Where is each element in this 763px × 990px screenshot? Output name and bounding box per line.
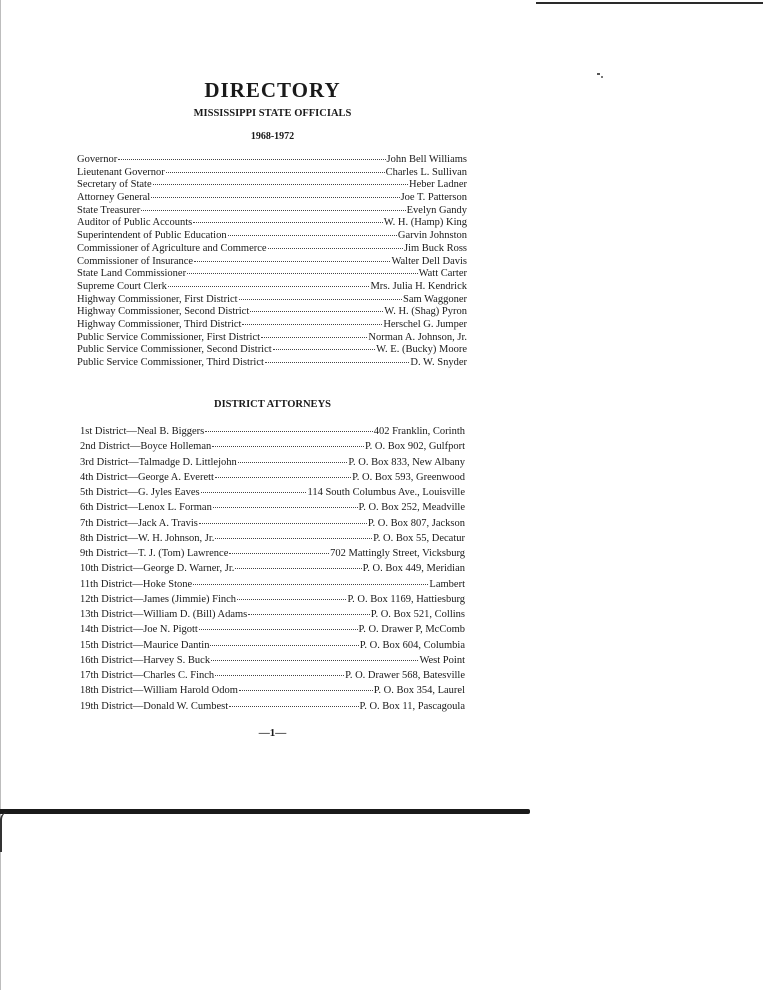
district-attorney-entry (80, 455, 465, 470)
official-entry-label: Attorney General (77, 192, 151, 204)
dot-leader (141, 210, 405, 211)
district-attorney-entry-value: P. O. Box 11, Pascagoula (359, 700, 465, 712)
district-attorney-entry-value: Lambert (429, 578, 465, 590)
district-attorney-entry (80, 622, 465, 637)
dot-leader (168, 286, 370, 287)
official-entry (77, 306, 467, 319)
official-entry-label: Highway Commissioner, Second District (77, 306, 250, 318)
scan-speck (597, 73, 600, 75)
dot-leader (211, 660, 418, 661)
official-entry-label: Supreme Court Clerk (77, 280, 167, 292)
district-attorney-entry-label: 17th District—Charles C. Finch (80, 670, 215, 681)
dot-leader (212, 446, 364, 447)
official-entry (77, 319, 467, 332)
dot-leader (151, 197, 399, 198)
dot-leader (118, 159, 385, 160)
district-attorney-entry-value: P. O. Box 449, Meridian (362, 563, 465, 575)
official-entry-label: Public Service Commissioner, Second District (77, 344, 272, 356)
district-attorney-entry-value: P. O. Box 521, Collins (370, 609, 465, 620)
official-entry (77, 281, 467, 294)
official-entry (77, 357, 467, 370)
dot-leader (205, 431, 372, 432)
district-attorney-entry-value: P. O. Box 902, Gulfport (364, 441, 465, 453)
dot-leader (194, 261, 390, 262)
dot-leader (238, 462, 348, 463)
official-entry-label: State Land Commissioner (77, 268, 187, 280)
district-attorneys-list (80, 424, 465, 714)
official-entry-label: Secretary of State (77, 179, 152, 191)
official-entry-value: Charles L. Sullivan (385, 166, 467, 178)
official-entry-value: D. W. Snyder (410, 357, 467, 368)
district-attorney-entry-value: P. O. Drawer P, McComb (358, 624, 465, 636)
dot-leader (193, 584, 428, 585)
dot-leader (229, 553, 329, 554)
district-attorney-entry (80, 470, 465, 485)
dot-leader (199, 523, 367, 524)
official-entry-label: Highway Commissioner, Third District (77, 318, 242, 330)
district-attorney-entry (80, 500, 465, 515)
official-entry (77, 256, 467, 269)
district-attorney-entry-label: 11th District—Hoke Stone (80, 578, 193, 590)
district-attorney-entry-value: P. O. Drawer 568, Batesville (345, 670, 465, 681)
official-entry-value: Mrs. Julia H. Kendrick (370, 280, 467, 292)
official-entry-value: Jim Buck Ross (403, 242, 467, 254)
dot-leader (193, 222, 382, 223)
district-attorney-entry-label: 15th District—Maurice Dantin (80, 639, 210, 651)
official-entry (77, 167, 467, 180)
official-entry-value: Evelyn Gandy (406, 204, 467, 216)
official-entry-label: Public Service Commissioner, First District (77, 331, 261, 343)
official-entry (77, 230, 467, 243)
district-attorney-entry-label: 5th District—G. Jyles Eaves (80, 487, 200, 498)
official-entry (77, 268, 467, 281)
official-entry-label: Auditor of Public Accounts (77, 217, 193, 229)
official-entry-value: Garvin Johnston (397, 230, 467, 242)
official-entry-value: Watt Carter (418, 268, 467, 280)
district-attorney-entry (80, 653, 465, 668)
dot-leader (235, 568, 361, 569)
district-attorney-entry-value: P. O. Box 807, Jackson (367, 517, 465, 529)
dot-leader (215, 477, 351, 478)
dot-leader (210, 645, 358, 646)
district-attorney-entry-value: P. O. Box 833, New Albany (348, 456, 465, 468)
district-attorney-entry (80, 638, 465, 653)
page-number: —1— (258, 727, 287, 739)
district-attorney-entry-value: P. O. Box 604, Columbia (359, 639, 465, 651)
top-scan-rule (536, 2, 763, 4)
dot-leader (215, 675, 344, 676)
district-attorney-entry-label: 1st District—Neal B. Biggers (80, 426, 205, 437)
district-attorney-entry-value: 702 Mattingly Street, Vicksburg (330, 548, 465, 559)
district-attorney-entry (80, 561, 465, 576)
district-attorney-entry-value: P. O. Box 252, Meadville (358, 502, 465, 514)
district-attorney-entry-label: 7th District—Jack A. Travis (80, 517, 198, 529)
district-attorney-entry (80, 439, 465, 454)
official-entry-value: Walter Dell Davis (391, 255, 467, 267)
district-attorney-entry (80, 683, 465, 698)
district-attorney-entry (80, 485, 465, 500)
district-attorney-entry-value: P. O. Box 1169, Hattiesburg (347, 593, 465, 605)
official-entry (77, 192, 467, 205)
official-entry (77, 294, 467, 307)
district-attorney-entry-value: 114 South Columbus Ave., Louisville (307, 487, 465, 498)
district-attorney-entry (80, 577, 465, 592)
dot-leader (213, 507, 358, 508)
district-attorney-entry-label: 16th District—Harvey S. Buck (80, 654, 211, 666)
dot-leader (187, 273, 417, 274)
dot-leader (273, 349, 375, 350)
official-entry-value: Herschel G. Jumper (383, 318, 467, 330)
bottom-scan-rule (0, 809, 530, 814)
dot-leader (261, 337, 367, 338)
official-entry-value: W. H. (Hamp) King (383, 217, 467, 229)
dot-leader (265, 362, 409, 363)
dot-leader (248, 614, 369, 615)
official-entry-label: Commissioner of Agriculture and Commerce (77, 242, 267, 254)
official-entry (77, 205, 467, 218)
dot-leader (215, 538, 372, 539)
official-entry-label: Commissioner of Insurance (77, 255, 194, 267)
district-attorney-entry (80, 607, 465, 622)
official-entry-label: Public Service Commissioner, Third District (77, 357, 264, 368)
page-subtitle: MISSISSIPPI STATE OFFICIALS (193, 108, 352, 119)
district-attorney-entry-label: 3rd District—Talmadge D. Littlejohn (80, 456, 237, 468)
state-officials-list (77, 154, 467, 370)
dot-leader (239, 299, 402, 300)
official-entry-value: Joe T. Patterson (400, 192, 467, 204)
official-entry (77, 154, 467, 167)
district-attorney-entry-label: 8th District—W. H. Johnson, Jr. (80, 532, 215, 544)
district-attorneys-heading: DISTRICT ATTORNEYS (213, 399, 331, 410)
official-entry-value: Heber Ladner (408, 179, 467, 191)
term-years: 1968-1972 (250, 131, 295, 142)
dot-leader (237, 599, 346, 600)
page-title: DIRECTORY (204, 78, 341, 102)
official-entry-label: Highway Commissioner, First District (77, 293, 238, 305)
district-attorney-entry-label: 12th District—James (Jimmie) Finch (80, 593, 237, 605)
dot-leader (228, 235, 397, 236)
district-attorney-entry-label: 13th District—William D. (Bill) Adams (80, 609, 248, 620)
district-attorney-entry-label: 14th District—Joe N. Pigott (80, 624, 198, 636)
scan-speck (601, 76, 603, 78)
dot-leader (229, 706, 358, 707)
district-attorney-entry (80, 699, 465, 714)
district-attorney-entry (80, 592, 465, 607)
official-entry-label: Lieutenant Governor (77, 166, 165, 178)
district-attorney-entry (80, 516, 465, 531)
bottom-scan-mark (0, 812, 8, 852)
official-entry-value: Norman A. Johnson, Jr. (368, 331, 467, 343)
official-entry (77, 243, 467, 256)
dot-leader (239, 690, 373, 691)
district-attorney-entry-label: 9th District—T. J. (Tom) Lawrence (80, 548, 229, 559)
official-entry-value: Sam Waggoner (403, 293, 467, 305)
dot-leader (153, 184, 408, 185)
district-attorney-entry-label: 2nd District—Boyce Holleman (80, 441, 212, 453)
district-attorney-entry-value: P. O. Box 55, Decatur (373, 532, 465, 544)
district-attorney-entry-label: 18th District—William Harold Odom (80, 685, 238, 697)
official-entry-label: Superintendent of Public Education (77, 230, 227, 242)
official-entry (77, 217, 467, 230)
official-entry-value: John Bell Williams (386, 154, 467, 165)
official-entry (77, 344, 467, 357)
dot-leader (242, 324, 382, 325)
official-entry (77, 179, 467, 192)
official-entry-value: W. E. (Bucky) Moore (376, 344, 467, 356)
dot-leader (201, 492, 307, 493)
district-attorney-entry-label: 6th District—Lenox L. Forman (80, 502, 212, 514)
district-attorney-entry (80, 424, 465, 439)
dot-leader (268, 248, 403, 249)
district-attorney-entry-value: West Point (419, 654, 465, 666)
district-attorney-entry-value: P. O. Box 593, Greenwood (352, 471, 465, 483)
district-attorney-entry (80, 531, 465, 546)
dot-leader (166, 172, 385, 173)
district-attorney-entry-value: 402 Franklin, Corinth (373, 426, 465, 437)
district-attorney-entry (80, 668, 465, 683)
dot-leader (199, 629, 358, 630)
district-attorney-entry-label: 19th District—Donald W. Cumbest (80, 700, 229, 712)
district-attorney-entry-label: 10th District—George D. Warner, Jr. (80, 563, 235, 575)
official-entry-label: State Treasurer (77, 204, 141, 216)
district-attorney-entry (80, 546, 465, 561)
district-attorney-entry-label: 4th District—George A. Everett (80, 471, 214, 483)
official-entry-value: W. H. (Shag) Pyron (384, 306, 467, 318)
official-entry-label: Governor (77, 154, 118, 165)
official-entry (77, 332, 467, 345)
district-attorney-entry-value: P. O. Box 354, Laurel (373, 685, 465, 697)
dot-leader (250, 311, 383, 312)
